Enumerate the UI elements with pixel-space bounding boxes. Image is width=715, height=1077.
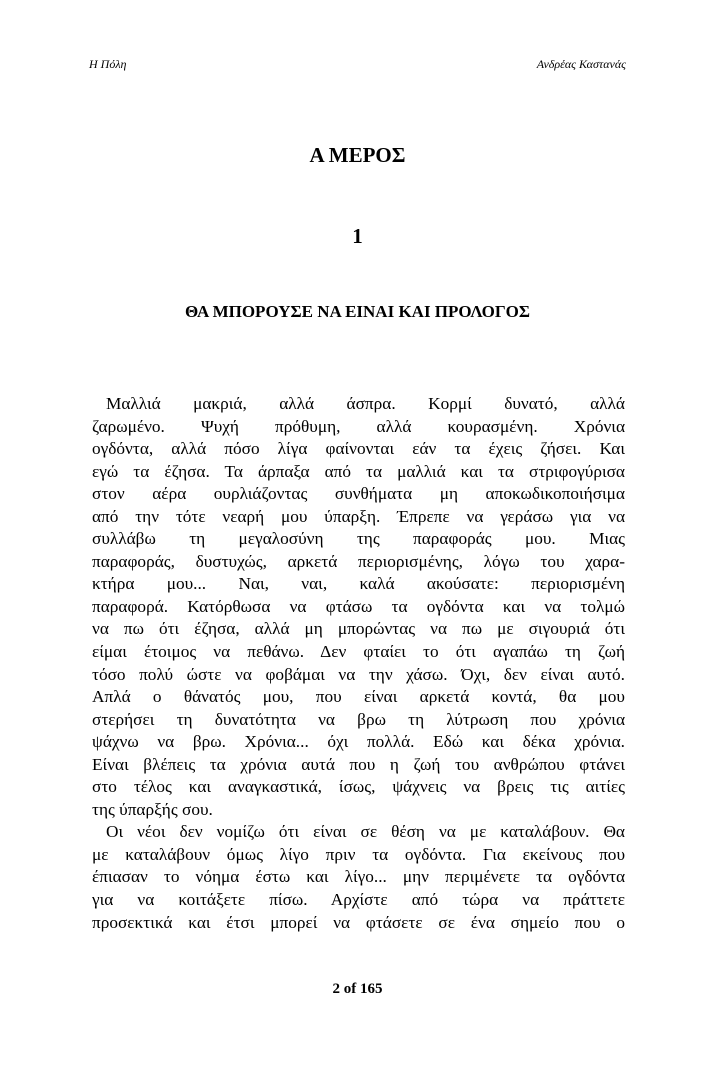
text-line: είμαι έτοιμος να πεθάνω. Δεν φταίει το ότι αγαπάω τη ζωή	[92, 642, 625, 662]
text-line: έπιασαν το νόημα έστω και λίγο... μην περιμένετε τα ογδόντα	[92, 867, 625, 887]
text-line: παραφοράς, δυστυχώς, αρκετά περιορισμένης, λόγω του χαρα-	[92, 551, 625, 571]
text-line: Είναι βλέπεις τα χρόνια αυτά που η ζωή του ανθρώπου φτάνει	[92, 754, 625, 774]
text-line: ογδόντα, αλλά πόσο λίγα φαίνονται εάν τα έχεις ζήσει. Και	[92, 439, 625, 459]
part-title: Α ΜΕΡΟΣ	[309, 143, 406, 167]
body-text	[92, 393, 625, 934]
text-line: παραφορά. Κατόρθωσα να φτάσω τα ογδόντα και να τολμώ	[92, 596, 625, 616]
text-line: προσεκτικά και έτσι μπορεί να φτάσετε σε ένα σημείο που ο	[92, 912, 625, 932]
text-line: στερήσει τη δυνατότητα να βρω τη λύτρωση που χρόνια	[92, 709, 625, 729]
text-line: εγώ τα έζησα. Τα άρπαξα από τα μαλλιά και τα στριφογύρισα	[92, 461, 625, 481]
text-line: ζαρωμένο. Ψυχή πρόθυμη, αλλά κουρασμένη. Χρόνια	[92, 416, 625, 436]
text-line: κτήρα μου... Ναι, ναι, καλά ακούσατε: περιορισμένη	[92, 574, 625, 594]
text-line: της ύπαρξής σου.	[92, 799, 213, 819]
text-line: στο τέλος και αναγκαστικά, ίσως, ψάχνεις να βρεις τις αιτίες	[92, 777, 625, 797]
running-header-title: Η Πόλη	[89, 57, 127, 71]
text-line: για να κοιτάξετε πίσω. Αρχίστε από τώρα να πράττετε	[92, 890, 625, 910]
text-line: Μαλλιά μακριά, αλλά άσπρα. Κορμί δυνατό, αλλά	[106, 394, 625, 413]
text-line: στον αέρα ουρλιάζοντας συνθήματα μη αποκωδικοποιήσιμα	[92, 484, 625, 504]
page-number: 2 of 165	[332, 981, 383, 997]
text-line: από την τότε νεαρή μου ύπαρξη. Έπρεπε να γεράσω για να	[92, 506, 625, 526]
text-line: Οι νέοι δεν νομίζω ότι είναι σε θέση να με καταλάβουν. Θα	[106, 822, 625, 842]
chapter-title: ΘΑ ΜΠΟΡΟΥΣΕ ΝΑ ΕΙΝΑΙ ΚΑΙ ΠΡΟΛΟΓΟΣ	[185, 302, 530, 321]
text-line: με καταλάβουν όμως λίγο πριν τα ογδόντα. Για εκείνους που	[92, 844, 625, 864]
text-line: Απλά ο θάνατός μου, που είναι αρκετά κοντά, θα μου	[92, 687, 625, 707]
paragraph	[92, 821, 625, 934]
text-line: συλλάβω τη μεγαλοσύνη της παραφοράς μου. Μιας	[92, 529, 625, 549]
chapter-number: 1	[352, 224, 363, 248]
text-line: να πω ότι έζησα, αλλά μη μπορώντας να πω με σιγουριά ότι	[92, 619, 625, 639]
text-line: τόσο πολύ ώστε να φοβάμαι να την χάσω. Όχι, δεν είναι αυτό.	[92, 664, 625, 684]
paragraph	[92, 393, 625, 821]
text-line: ψάχνω να βρω. Χρόνια... όχι πολλά. Εδώ και δέκα χρόνια.	[92, 732, 625, 752]
running-header-author: Ανδρέας Κασταvάς	[536, 57, 626, 71]
